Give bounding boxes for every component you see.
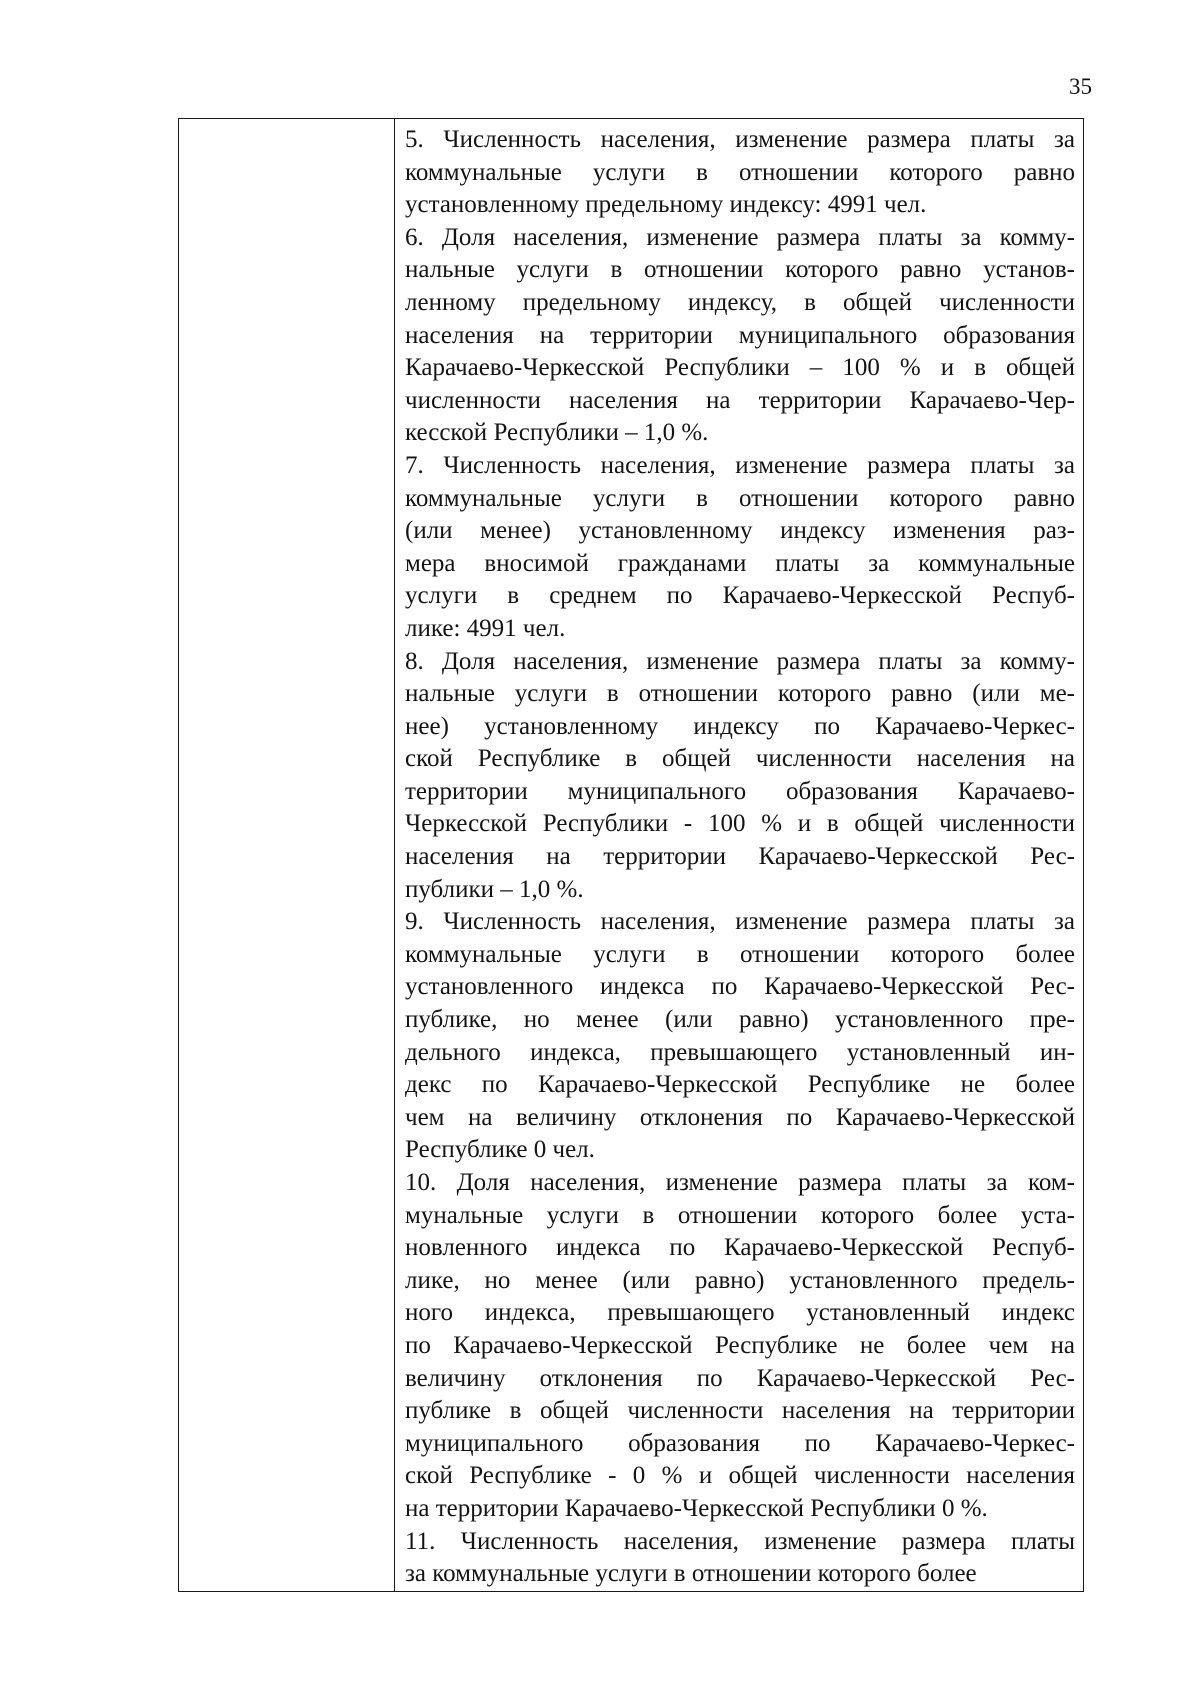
- text-line: 8. Доля населения, изменение размера платы за комму-: [405, 647, 1075, 675]
- text-line: мунальные услуги в отношении которого более уста-: [405, 1201, 1075, 1229]
- text-line: 9. Численность населения, изменение размера платы за: [405, 908, 1075, 936]
- text-line: муниципального образования по Карачаево-Черкес-: [405, 1429, 1075, 1457]
- text-line: услуги в среднем по Карачаево-Черкесской Респуб-: [405, 582, 1075, 610]
- text-line: за коммунальные услуги в отношении которого более: [405, 1560, 977, 1588]
- text-line: мера вносимой гражданами платы за коммунальные: [405, 549, 1075, 577]
- text-line: коммунальные услуги в отношении которого более: [405, 940, 1075, 968]
- text-line: величину отклонения по Карачаево-Черкесской Рес-: [405, 1364, 1075, 1392]
- text-line: ской Республике в общей численности населения на: [405, 745, 1075, 773]
- text-line: 6. Доля населения, изменение размера платы за комму-: [405, 223, 1075, 251]
- text-line: (или менее) установленному индексу изменения раз-: [405, 517, 1075, 545]
- text-line: коммунальные услуги в отношении которого равно: [405, 158, 1075, 186]
- text-line: Карачаево-Черкесской Республики – 100 % и в общей: [405, 354, 1075, 382]
- text-line: публике, но менее (или равно) установленного пре-: [405, 1006, 1075, 1034]
- text-line: дельного индекса, превышающего установленный ин-: [405, 1038, 1075, 1066]
- text-line: Черкесской Республики - 100 % и в общей численности: [405, 810, 1075, 838]
- text-line: 7. Численность населения, изменение размера платы за: [405, 451, 1075, 479]
- text-line: нее) установленному индексу по Карачаево-Черкес-: [405, 712, 1075, 740]
- paragraph-p5: [405, 124, 1075, 222]
- paragraph-p7: [405, 450, 1075, 646]
- text-line: населения на территории муниципального образования: [405, 321, 1075, 349]
- text-line: по Карачаево-Черкесской Республике не более чем на: [405, 1331, 1075, 1359]
- content-table: [178, 118, 1084, 1592]
- text-line: чем на величину отклонения по Карачаево-Черкесской: [405, 1103, 1075, 1131]
- paragraph-p8: [405, 646, 1075, 907]
- text-line: численности населения на территории Карачаево-Чер-: [405, 386, 1075, 414]
- column-divider: [394, 119, 395, 1591]
- text-line: публике в общей численности населения на территории: [405, 1397, 1075, 1425]
- text-line: лике, но менее (или равно) установленного предель-: [405, 1266, 1075, 1294]
- text-line: нальные услуги в отношении которого равно (или ме-: [405, 680, 1075, 708]
- text-line: 5. Численность населения, изменение размера платы за: [405, 126, 1075, 153]
- paragraph-p9: [405, 906, 1075, 1167]
- page-number: 35: [1069, 74, 1092, 99]
- text-line: на территории Карачаево-Черкесской Республики 0 %.: [405, 1494, 988, 1522]
- text-line: лике: 4991 чел.: [405, 614, 566, 642]
- text-line: населения на территории Карачаево-Черкесской Рес-: [405, 843, 1075, 871]
- paragraph-p10: [405, 1167, 1075, 1526]
- text-line: нальные услуги в отношении которого равно установ-: [405, 256, 1075, 284]
- paragraph-p11: [405, 1526, 1075, 1591]
- text-line: территории муниципального образования Карачаево-: [405, 777, 1075, 805]
- text-line: установленному предельному индексу: 4991 чел.: [405, 191, 927, 219]
- text-line: декс по Карачаево-Черкесской Республике не более: [405, 1071, 1075, 1099]
- text-line: ленному предельному индексу, в общей численности: [405, 288, 1075, 316]
- text-line: ного индекса, превышающего установленный индекс: [405, 1299, 1075, 1327]
- text-line: Республике 0 чел.: [405, 1136, 595, 1164]
- paragraph-p6: [405, 222, 1075, 450]
- text-line: коммунальные услуги в отношении которого равно: [405, 484, 1075, 512]
- table-right-cell: [405, 124, 1075, 1591]
- text-line: 10. Доля населения, изменение размера платы за ком-: [405, 1169, 1075, 1196]
- text-line: публики – 1,0 %.: [405, 875, 584, 903]
- text-line: 11. Численность населения, изменение размера платы: [405, 1527, 1075, 1555]
- text-line: новленного индекса по Карачаево-Черкесской Респуб-: [405, 1234, 1075, 1262]
- table-left-cell: [179, 119, 394, 1591]
- text-line: установленного индекса по Карачаево-Черкесской Рес-: [405, 973, 1075, 1001]
- text-line: ской Республике - 0 % и общей численности населения: [405, 1462, 1075, 1490]
- text-line: кесской Республики – 1,0 %.: [405, 419, 709, 447]
